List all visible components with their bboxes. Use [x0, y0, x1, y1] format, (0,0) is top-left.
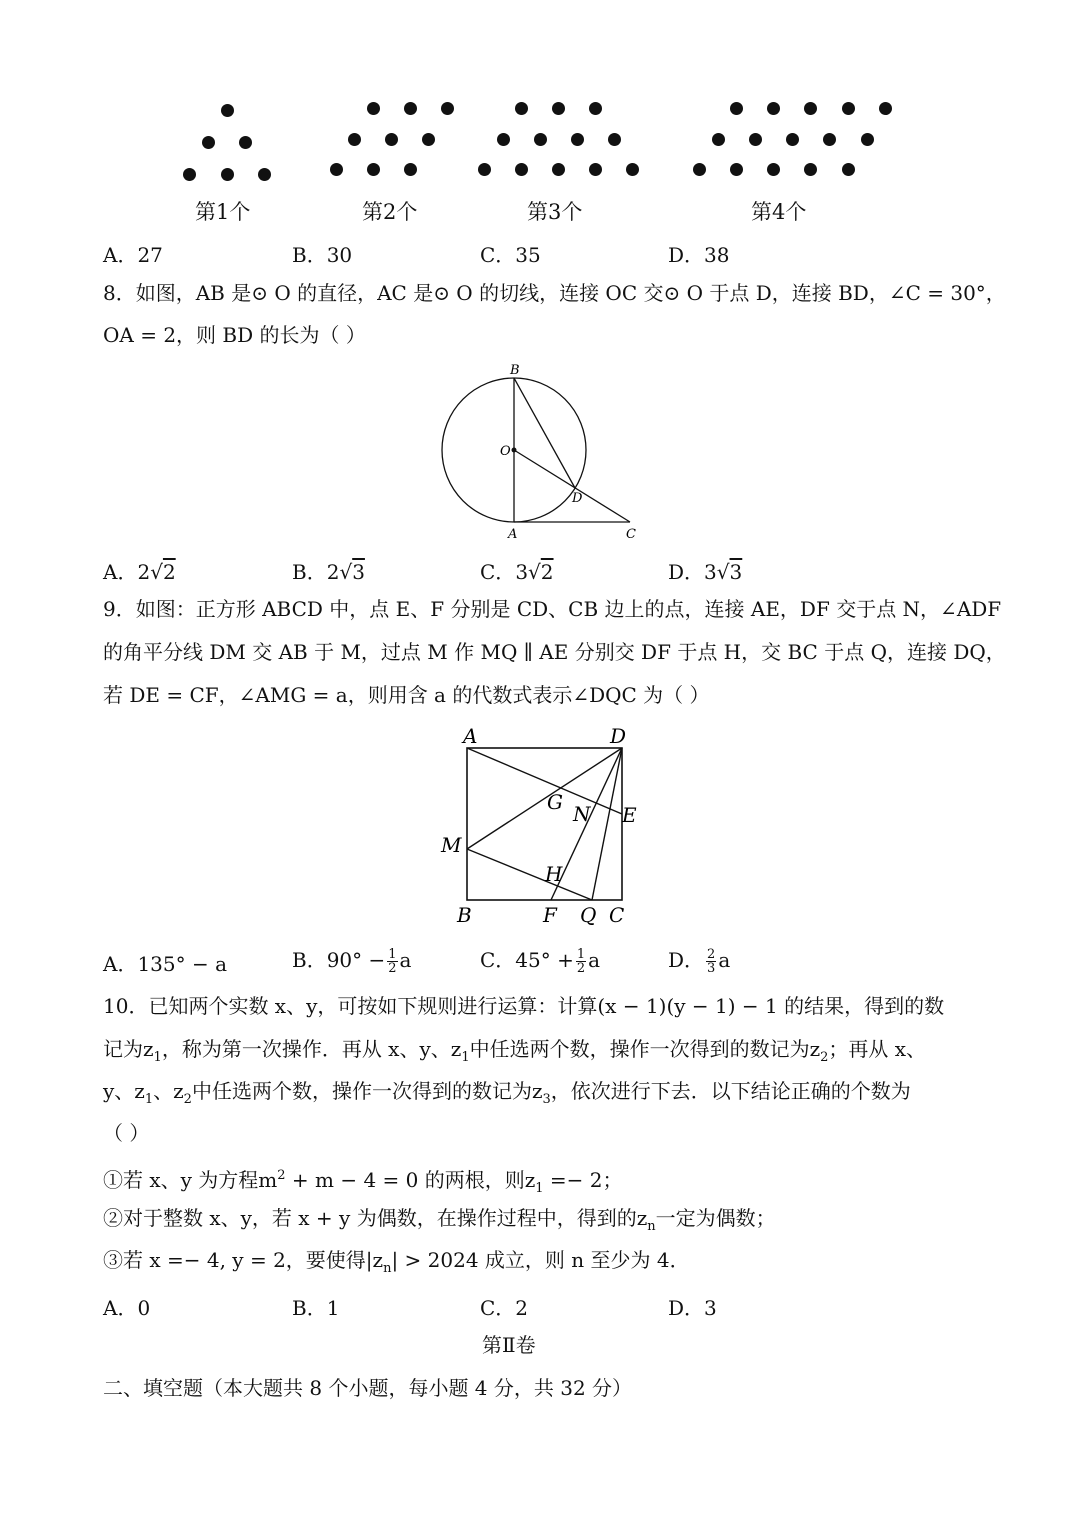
dot: [258, 168, 271, 181]
dot: [202, 136, 215, 149]
dot: [221, 168, 234, 181]
q7-option-d: D．38: [668, 243, 730, 267]
dot: [534, 133, 547, 146]
dot: [515, 163, 528, 176]
q10-option-a: A．0: [103, 1296, 151, 1320]
q10-statement-3: ③若 x =− 4, y = 2，要使得$|z_n| > 2024$ 成立，则 n 至少为 4．: [103, 1248, 690, 1276]
dot: [730, 102, 743, 115]
q9-stem-line-2: 的角平分线 DM 交 AB 于 M，过点 M 作 MQ ∥ AE 分别交 DF 于点 H，交 BC 于点 Q，连接 DQ，: [103, 640, 1006, 664]
q9-label-e: E: [622, 803, 637, 827]
q8-label-a: A: [508, 527, 518, 542]
q9-label-f: F: [543, 903, 557, 927]
dot: [804, 102, 817, 115]
dot: [589, 163, 602, 176]
pattern-caption-1: 第1个: [195, 200, 251, 224]
q9-label-a: A: [463, 724, 478, 748]
dot: [239, 136, 252, 149]
dot: [497, 133, 510, 146]
dot: [183, 168, 196, 181]
section-heading: 二、填空题（本大题共 8 个小题，每小题 4 分，共 32 分）: [103, 1376, 633, 1400]
dot: [404, 163, 417, 176]
dot: [842, 163, 855, 176]
dot: [552, 102, 565, 115]
dot: [879, 102, 892, 115]
dot: [221, 104, 234, 117]
q10-line-2: 记为$z_1$，称为第一次操作．再从 x、y、$z_1$中任选两个数，操作一次得到的数记为$z_2$；再从 x、: [103, 1037, 927, 1065]
volume-title: 第Ⅱ卷: [482, 1333, 536, 1357]
q9-option-c: C．45° + $\frac{1}{2}$ a: [480, 947, 601, 976]
q8-circle-figure: [430, 358, 650, 548]
q10-statement-1: ①若 x、y 为方程$m^2 + m - 4 = 0$ 的两根，则$z_1 =- 2$；: [103, 1168, 623, 1196]
q9-label-b: B: [457, 903, 472, 927]
dot: [348, 133, 361, 146]
dot: [730, 163, 743, 176]
q9-option-b: B．90° − $\frac{1}{2}$ a: [292, 947, 412, 976]
q9-label-h: H: [545, 862, 563, 886]
q8-stem-line-2: OA = 2，则 BD 的长为（ ）: [103, 323, 366, 347]
dot: [749, 133, 762, 146]
q7-option-c: C．35: [480, 243, 541, 267]
q9-option-a: A．135° − a: [103, 952, 228, 976]
q10-line-4: （ ）: [103, 1121, 150, 1145]
q9-label-d: D: [610, 724, 627, 748]
dot: [786, 133, 799, 146]
q9-label-g: G: [547, 790, 563, 814]
dot: [861, 133, 874, 146]
dot: [608, 133, 621, 146]
q10-statement-2: ②对于整数 x、y，若 x + y 为偶数，在操作过程中，得到的$z_n$一定为偶数；: [103, 1206, 776, 1234]
dot: [367, 102, 380, 115]
q8-label-b: B: [510, 363, 520, 378]
dot: [571, 133, 584, 146]
dot: [842, 102, 855, 115]
q10-option-d: D．3: [668, 1296, 717, 1320]
q7-option-b: B．30: [292, 243, 353, 267]
q8-option-d: D．3√3: [668, 560, 743, 584]
q9-label-c: C: [609, 903, 625, 927]
q8-label-d: D: [572, 491, 583, 506]
q9-option-d: D． $\frac{2}{3}$ a: [668, 947, 731, 976]
dot: [404, 102, 417, 115]
dot: [385, 133, 398, 146]
dot: [712, 133, 725, 146]
dot: [552, 163, 565, 176]
q8-label-o: O: [500, 444, 511, 459]
dot: [422, 133, 435, 146]
dot: [693, 163, 706, 176]
q8-option-c: C．3√2: [480, 560, 554, 584]
pattern-caption-4: 第4个: [751, 200, 807, 224]
dot: [478, 163, 491, 176]
q9-stem-line-3: 若 DE = CF，∠AMG = a，则用含 a 的代数式表示∠DQC 为（ ）: [103, 683, 710, 707]
dot: [515, 102, 528, 115]
q8-option-a: A．2√2: [103, 560, 176, 584]
q8-label-c: C: [626, 527, 636, 542]
q9-label-m: M: [441, 833, 462, 857]
dot: [804, 163, 817, 176]
dot: [441, 102, 454, 115]
q10-line-3: y、$z_1$、$z_2$中任选两个数，操作一次得到的数记为$z_3$，依次进行下去．以下结论正确的个数为: [103, 1079, 911, 1107]
dot: [367, 163, 380, 176]
dot: [626, 163, 639, 176]
q8-option-b: B．2√3: [292, 560, 365, 584]
dot: [330, 163, 343, 176]
q9-label-n: N: [573, 802, 591, 826]
q9-stem-line-1: 9．如图：正方形 ABCD 中，点 E、F 分别是 CD、CB 边上的点，连接 AE，DF 交于点 N，∠ADF: [103, 597, 1002, 621]
dot: [767, 163, 780, 176]
pattern-caption-3: 第3个: [527, 200, 583, 224]
q10-line-1: 10．已知两个实数 x、y，可按如下规则进行运算：计算(x − 1)(y − 1) − 1 的结果，得到的数: [103, 994, 945, 1018]
dot: [589, 102, 602, 115]
q9-square-figure: [435, 722, 655, 932]
q7-option-a: A．27: [103, 243, 163, 267]
q10-option-b: B．1: [292, 1296, 340, 1320]
q10-option-c: C．2: [480, 1296, 529, 1320]
q8-stem-line-1: 8．如图，AB 是⊙ O 的直径，AC 是⊙ O 的切线，连接 OC 交⊙ O 于点 D，连接 BD，∠C = 30°，: [103, 281, 1006, 305]
dot: [823, 133, 836, 146]
q9-label-q: Q: [580, 903, 597, 927]
pattern-caption-2: 第2个: [362, 200, 418, 224]
dot: [767, 102, 780, 115]
